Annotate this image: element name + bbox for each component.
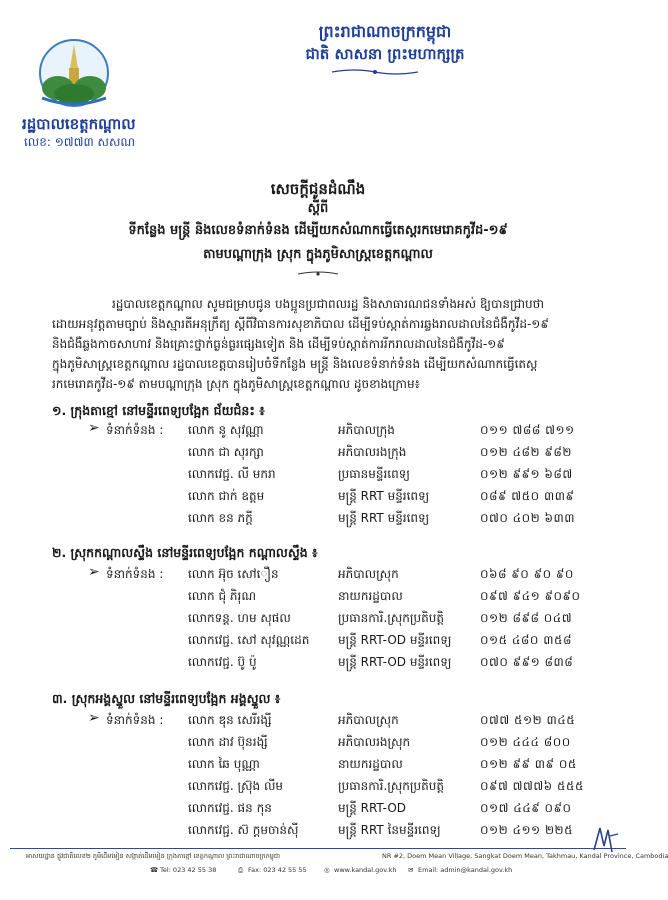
contact-label: ទំនាក់ទំនង : [106,713,164,727]
contact-name: លោក ខន ភក្តី [188,511,253,525]
contact-role: មន្ត្រី RRT-OD [338,801,407,815]
contact-role: អភិបាលស្រុក [338,567,399,581]
contact-role: មន្ត្រី RRT មន្ទីរពេទ្យ [338,489,430,503]
section-heading-ang-snuol: ៣. ស្រុកអង្គស្នួល នៅមន្ទីរពេទ្យបង្អែក អង្គស្នួល ៖ [52,691,281,706]
contact-name: លោក ជុំ ភិរុណ [188,589,256,603]
body-line: ដោយអនុវត្តតាមច្បាប់ និងស្មារតីអនុក្រឹត្យ ស្ដីពីវិធានការសុខាភិបាល ដើម្បីទប់ស្កាត់ការឆ្លងរាលដាលនៃជំងឺកូវីដ-១៩ [52,317,549,331]
contact-phone: ០១១ ៧៨៨ ៧១១ [480,423,575,437]
contact-role: ប្រធានការិ.ស្រុកប្រតិបត្តិ [338,779,444,793]
arrow-bullet-icon: ➢ [88,564,100,580]
contact-name: លោកវេជ្ជ. ស្រ៊ុង លីម [188,779,283,793]
contact-phone: ០១២ ៨៩៨ ០៤៧ [480,611,573,625]
contact-phone: ០១៥ ៤៨០ ៣៥៨ [480,633,572,647]
phone-icon: ☎ [150,866,159,874]
body-line: និងជំងឺឆ្លងកាចសាហាវ និងគ្រោះថ្នាក់ធ្ងន់ធ្ងរផ្សេងទៀត និង ដើម្បីទប់ស្កាត់ការរីករាលដាលនៃជំងឺកូវីដ-១៩ [52,337,505,351]
notice-subject-label: ស្ដីពី [307,201,329,216]
footer-website[interactable]: www.kandal.gov.kh [334,866,397,874]
contact-phone: ០១៧ ៤៤៩ ០៩០ [480,801,572,815]
contact-phone: ០៧០ ៤០២ ៦៣៣ [480,511,576,525]
contact-phone: ០១២ ៤១១ ២២៥ [480,823,574,837]
contact-name: លោក ដាវ ប៊ុនរង្សី [188,735,268,749]
footer-email[interactable]: Email: admin@kandal.gov.kh [418,866,513,874]
footer-address-english: NR #2, Doem Mean Village, Sangkat Doem Mean, Takhmau, Kandal Province, Cambodia [382,852,668,860]
footer-address-khmer: អាសយដ្ឋាន ផ្លូវជាតិលេខ២ ភូមិដើមមៀន សង្កាត់ដើមមៀន ក្រុងតាខ្មៅ ខេត្តកណ្ដាល ព្រះរាជាណាចក្រកម្ពុជា [26,852,281,860]
contact-role: នាយករដ្ឋបាល [338,757,403,771]
contact-phone: ០១២ ៤៤៤ ៨០០ [480,735,571,749]
national-motto: ជាតិ សាសនា ព្រះមហាក្សត្រ [305,45,465,63]
footer-divider [10,848,626,849]
body-line: រដ្ឋបាលខេត្តកណ្ដាល សូមជម្រាបជូន បងប្អូនប្រជាពលរដ្ឋ និងសាធារណជនទាំងអស់ ឱ្យបានជ្រាបថា [112,297,545,311]
email-icon: ✉ [408,866,414,874]
handwritten-initials-icon [590,822,620,856]
contact-role: មន្ត្រី RRT មន្ទីរពេទ្យ [338,511,430,525]
contact-name: លោក ជា សុរក្សា [188,445,264,459]
contact-name: លោក នូ សុវណ្ណា [188,423,264,437]
notice-subject-line-2: តាមបណ្ដាក្រុង ស្រុក ក្នុងភូមិសាស្ត្រខេត្តកណ្ដាល [203,247,433,262]
section-heading-kandal-stueng: ២. ស្រុកកណ្ដាលស្ទឹង នៅមន្ទីរពេទ្យបង្អែក កណ្ដាលស្ទឹង ៖ [52,545,318,560]
fax-icon: ⎙ [238,866,244,874]
contact-name: លោកវេជ្ជ. ផន កុន [188,801,272,815]
contact-role: អភិបាលស្រុក [338,713,399,727]
contact-label: ទំនាក់ទំនង : [106,567,164,581]
contact-name: លោក ជាក់ ឧត្តម [188,489,265,503]
contact-name: លោកវេជ្ជ. សៅ សុវណ្ណដេត [188,633,310,647]
body-line: ក្នុងភូមិសាស្ត្រខេត្តកណ្ដាល រដ្ឋបាលខេត្តបានរៀបចំទីកន្លែង មន្ត្រី និងលេខទំនាក់ទំនង ដើម្បីយកសំណាកធ្វើតេស្ត [52,357,538,371]
contact-role: អភិបាលរងស្រុក [338,735,411,749]
section-heading-takhmau: ១. ក្រុងតាខ្មៅ នៅមន្ទីរពេទ្យបង្អែក ជ័យជំនះ ៖ [52,403,265,418]
contact-role: នាយករដ្ឋបាល [338,589,403,603]
ornament-divider-icon [296,270,340,278]
contact-role: អភិបាលរងក្រុង [338,445,407,459]
globe-icon: ◎ [324,866,330,874]
notice-title: សេចក្ដីជូនដំណឹង [270,180,366,198]
contact-name: លោកវេជ្ជ. លី មករា [188,467,276,481]
issuing-authority: រដ្ឋបាលខេត្តកណ្ដាល [22,115,136,133]
contact-role: ប្រធានការិ.ស្រុកប្រតិបត្តិ [338,611,444,625]
kingdom-title: ព្រះរាជាណាចក្រកម្ពុជា [318,22,452,41]
contact-label: ទំនាក់ទំនង : [106,423,164,437]
contact-name: លោក ឆៃ បុណ្ណា [188,757,260,771]
contact-role: មន្ត្រី RRT នៃមន្ទីរពេទ្យ [338,823,441,837]
contact-role: អភិបាលក្រុង [338,423,395,437]
contact-name: លោក អ៊ុច សៅឿន [188,567,279,581]
reference-number: លេខ: ១៧៧៣ សសណ [24,135,136,149]
contact-phone: ០៩៧ ៧៧៧៦ ៥៥៥ [480,779,584,793]
contact-phone: ០១២ ៩៩ ៣៩ ០៥ [480,757,577,771]
contact-phone: ០១២ ៩៩១ ៦៨៧ [480,467,573,481]
contact-phone: ០៩៧ ៩៤១ ៩០៩០ [480,589,581,603]
contact-name: លោក ឌុន សេរីរង្សី [188,713,272,727]
contact-role: មន្ត្រី RRT-OD មន្ទីរពេទ្យ [338,655,452,669]
arrow-bullet-icon: ➢ [88,420,100,436]
contact-name: លោកវេជ្ជ. ស៊ ក្ដមចាន់ស៊ី [188,823,299,837]
contact-name: លោកវេជ្ជ. ប៊ូ ប៉ូ [188,655,257,669]
contact-phone: ០៨៩ ៧៥០ ៣៣៩ [480,489,575,503]
footer-tel: Tel: 023 42 55 38 [160,866,217,874]
arrow-bullet-icon: ➢ [88,710,100,726]
footer-fax: Fax: 023 42 55 55 [248,866,307,874]
contact-phone: ០១២ ៤៨២ ៩៨២ [480,445,572,459]
contact-phone: ០៧៧ ៥១២ ៣៤៥ [480,713,576,727]
ornament-divider-icon [330,68,420,76]
contact-phone: ០៦៨ ៩០ ៩០ ៩០ [480,567,574,581]
body-line: រកមេរោគកូវីដ-១៩ តាមបណ្ដាក្រុង ស្រុក ក្នុងភូមិសាស្ត្រខេត្តកណ្ដាល ដូចខាងក្រោម៖ [52,377,420,391]
notice-subject-line-1: ទីកន្លែង មន្ត្រី និងលេខទំនាក់ទំនង ដើម្បីយកសំណាកធ្វើតេស្តរកមេរោគកូវីដ-១៩ [128,223,508,238]
contact-name: លោកទន្ត. ហម សុផល [188,611,291,625]
contact-role: មន្ត្រី RRT-OD មន្ទីរពេទ្យ [338,633,452,647]
kandal-province-logo [38,38,110,108]
contact-role: ប្រធានមន្ទីរពេទ្យ [338,467,410,481]
contact-phone: ០៧០ ៩៩១ ៨៣៨ [480,655,574,669]
